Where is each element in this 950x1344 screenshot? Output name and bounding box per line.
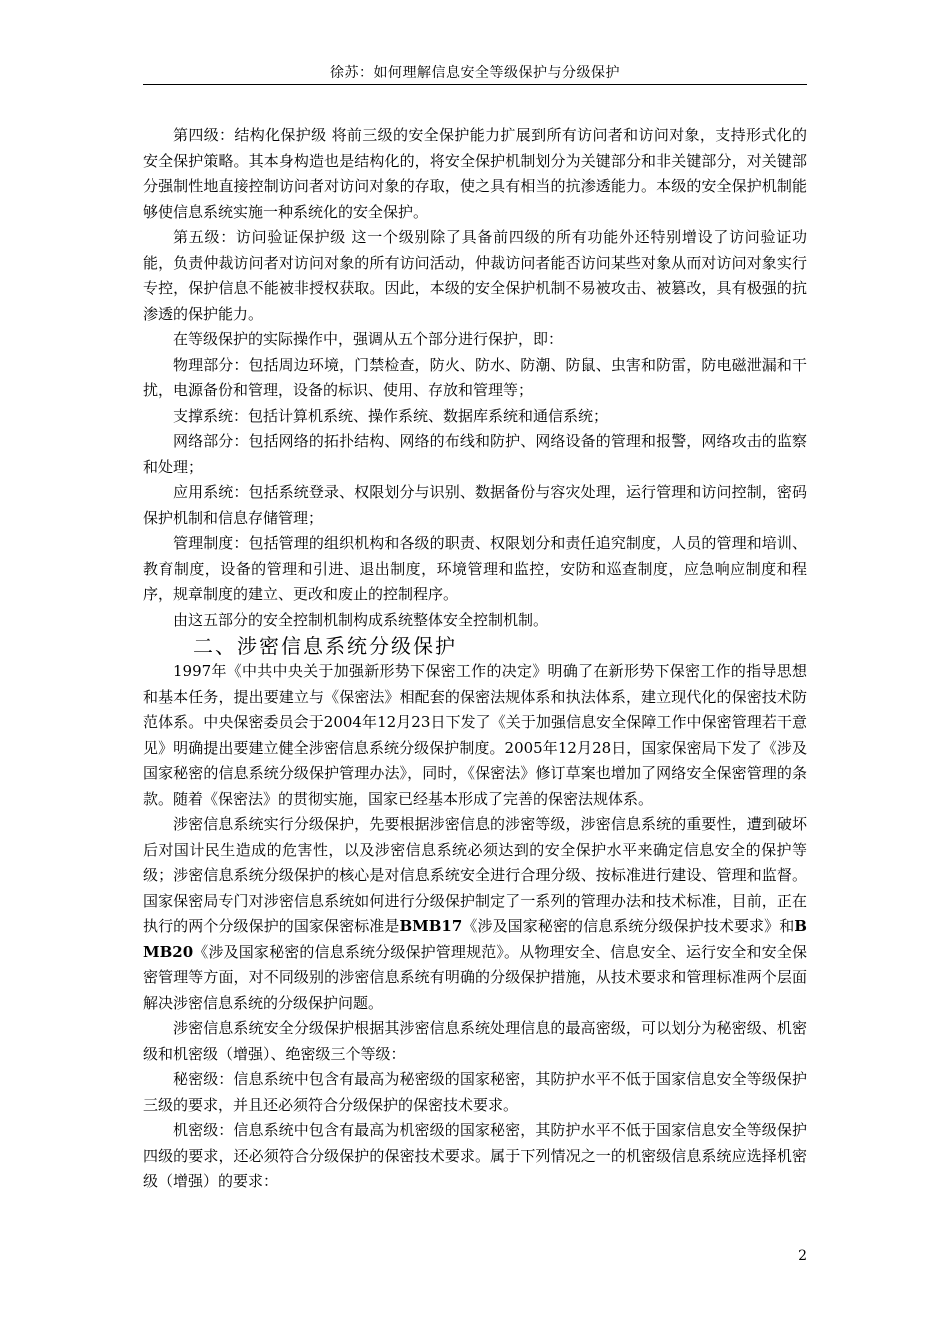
standard-code-bmb20: BMB20: [143, 917, 807, 961]
paragraph-physical: 物理部分：包括周边环境，门禁检查，防火、防水、防潮、防鼠、虫害和防雷，防电磁泄漏和干扰，电源备份和管理，设备的标识、使用、存放和管理等；: [143, 355, 807, 399]
section-heading: 二、涉密信息系统分级保护: [193, 634, 457, 658]
paragraph-classification-text-a: 涉密信息系统实行分级保护，先要根据涉密信息的涉密等级，涉密信息系统的重要性，遭到破坏后对国计民生造成的危害性，以及涉密信息系统必须达到的安全保护水平来确定信息安全的保护等级；涉密信息系统分级保护的核心是对信息系统安全进行合理分级、按标准进行建设、管理和监督。国家保密局专门对涉密信息系统如何进行分级保护制定了一系列的管理办法和技术标准，目前，正在执行的两个分级保护的国家保密标准是: [143, 815, 807, 935]
paragraph-secret-level: 秘密级：信息系统中包含有最高为秘密级的国家秘密，其防护水平不低于国家信息安全等级保护三级的要求，并且还必须符合分级保护的保密技术要求。: [143, 1070, 807, 1114]
paragraph-application: 应用系统：包括系统登录、权限划分与识别、数据备份与容灾处理，运行管理和访问控制，密码保护机制和信息存储管理；: [143, 483, 807, 527]
header-rule: [143, 84, 807, 85]
paragraph-classification: [143, 812, 807, 1016]
paragraph-five-parts-intro: 在等级保护的实际操作中，强调从五个部分进行保护，即：: [173, 330, 564, 348]
paragraph-level-five: 第五级：访问验证保护级 这一个级别除了具备前四级的所有功能外还特别增设了访问验证功能，负责仲裁访问者对访问对象的所有访问活动，仲裁访问者能否访问某些对象从而对访问对象实行专控，保护信息不能被非授权获取。因此，本级的安全保护机制不易被攻击、被篡改，具有极强的抗渗透的保护能力。: [143, 228, 807, 323]
paragraph-history: 1997年《中共中央关于加强新形势下保密工作的决定》明确了在新形势下保密工作的指导思想和基本任务，提出要建立与《保密法》相配套的保密法规体系和执法体系，建立现代化的保密技术防范体系。中央保密委员会于2004年12月23日下发了《关于加强信息安全保障工作中保密管理若干意见》明确提出要建立健全涉密信息系统分级保护制度。2005年12月28日，国家保密局下发了《涉及国家秘密的信息系统分级保护管理办法》，同时，《保密法》修订草案也增加了网络安全保密管理的条款。随着《保密法》的贯彻实施，国家已经基本形成了完善的保密法规体系。: [143, 662, 807, 808]
paragraph-support-system: 支撑系统：包括计算机系统、操作系统、数据库系统和通信系统；: [173, 406, 609, 425]
paragraph-management: 管理制度：包括管理的组织机构和各级的职责、权限划分和责任追究制度，人员的管理和培训、教育制度，设备的管理和引进、退出制度，环境管理和监控，安防和巡查制度，应急响应制度和程序，规章制度的建立、更改和废止的控制程序。: [143, 534, 807, 603]
paragraph-levels-intro: 涉密信息系统安全分级保护根据其涉密信息系统处理信息的最高密级，可以划分为秘密级、机密级和机密级（增强）、绝密级三个等级：: [143, 1019, 807, 1063]
standard-code-bmb17: BMB17: [399, 917, 463, 935]
paragraph-classification-text-c: 《涉及国家秘密的信息系统分级保护管理规范》。从物理安全、信息安全、运行安全和安全保密管理等方面，对不同级别的涉密信息系统有明确的分级保护措施，从技术要求和管理标准两个层面解决涉密信息系统的分级保护问题。: [143, 942, 807, 1012]
paragraph-confidential-level: 机密级：信息系统中包含有最高为机密级的国家秘密，其防护水平不低于国家信息安全等级保护四级的要求，还必须符合分级保护的保密技术要求。属于下列情况之一的机密级信息系统应选择机密级（增强）的要求：: [143, 1121, 807, 1190]
page-number: 2: [798, 1248, 807, 1264]
body-text: [143, 123, 807, 1195]
paragraph-level-four: 第四级：结构化保护级 将前三级的安全保护能力扩展到所有访问者和访问对象，支持形式化的安全保护策略。其本身构造也是结构化的，将安全保护机制划分为关键部分和非关键部分，对关键部分强制性地直接控制访问者对访问对象的存取，使之具有相当的抗渗透能力。本级的安全保护机制能够使信息系统实施一种系统化的安全保护。: [143, 126, 807, 221]
running-header: 徐苏：如何理解信息安全等级保护与分级保护: [330, 65, 620, 81]
paragraph-classification-text-b: 《涉及国家秘密的信息系统分级保护技术要求》和: [462, 917, 795, 935]
paragraph-network: 网络部分：包括网络的拓扑结构、网络的布线和防护、网络设备的管理和报警，网络攻击的监察和处理；: [143, 432, 807, 476]
paragraph-five-parts-summary: 由这五部分的安全控制机制构成系统整体安全控制机制。: [173, 610, 549, 629]
